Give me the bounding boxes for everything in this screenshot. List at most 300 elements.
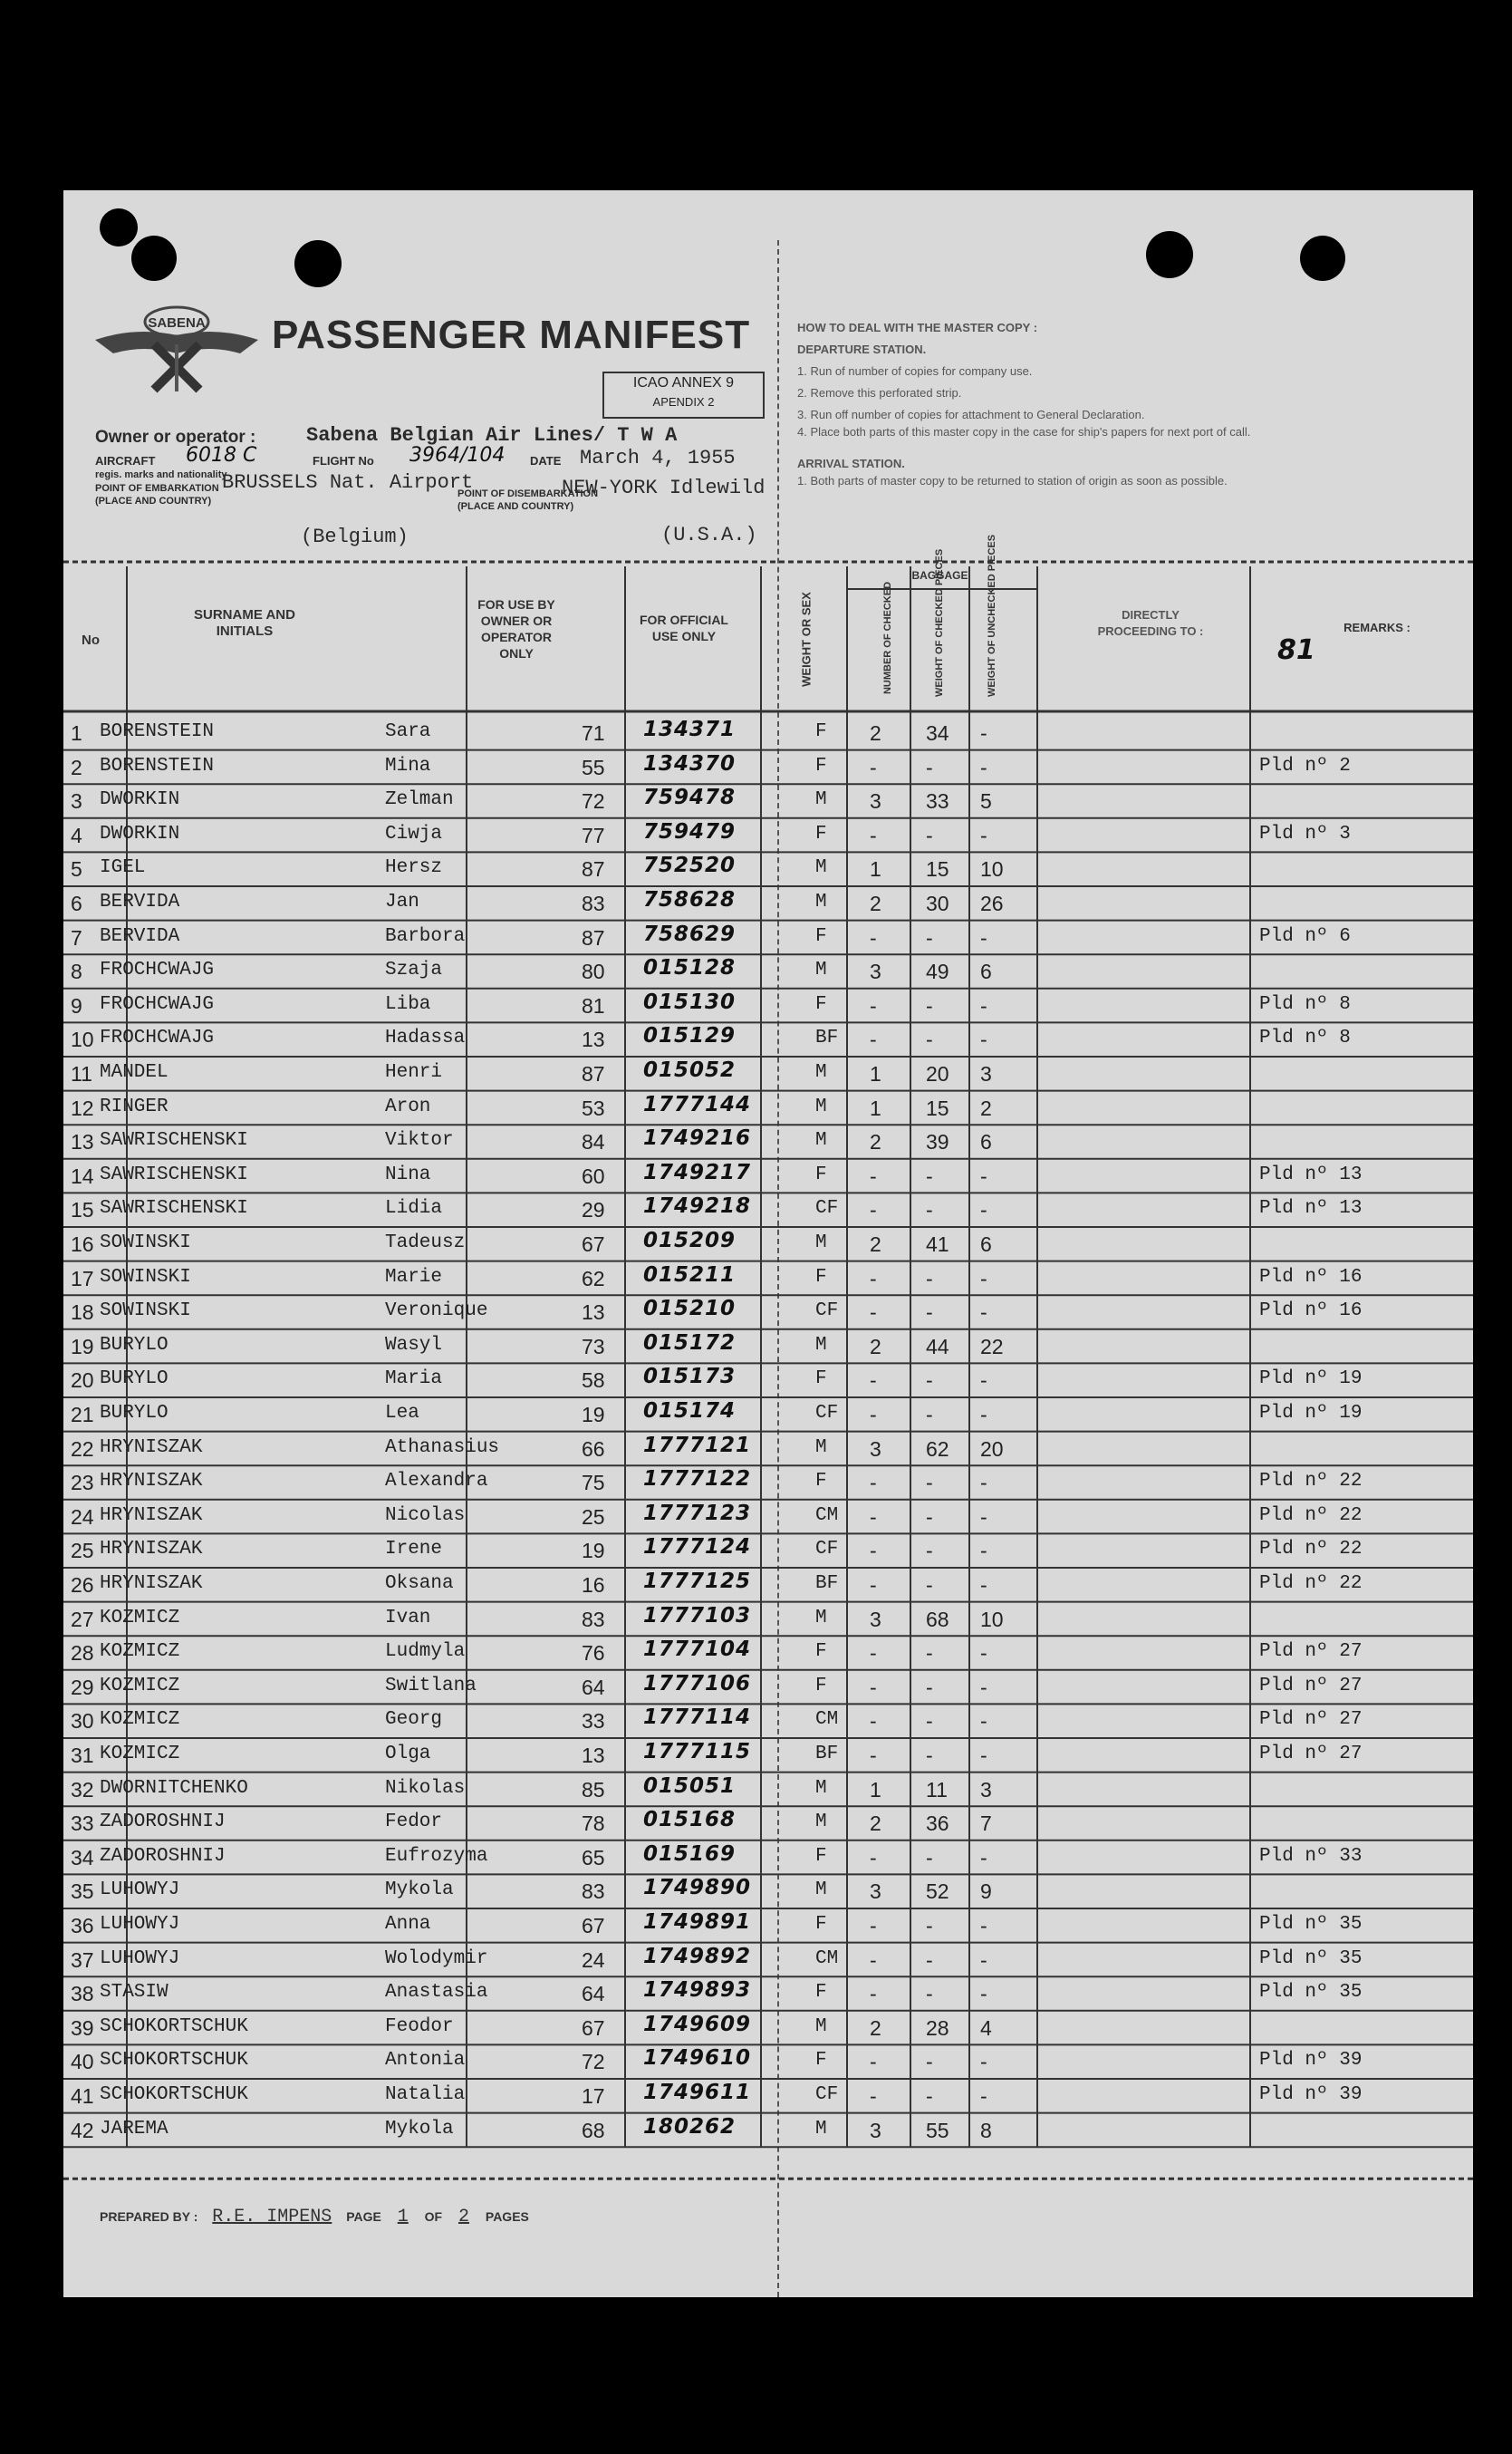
cell-sex: M: [815, 892, 827, 913]
cell-checked: 3: [870, 960, 881, 984]
cell-checked: -: [870, 1744, 877, 1767]
table-row: [63, 1091, 1473, 1126]
cell-wc: 41: [926, 1232, 949, 1256]
cell-wc: -: [926, 755, 933, 779]
cell-wc: -: [926, 1504, 933, 1529]
cell-wc: -: [926, 1914, 933, 1937]
cell-remark: Pld nº 33: [1259, 1845, 1363, 1867]
cell-given: Mykola: [385, 1879, 454, 1901]
cell-given: Antonia: [385, 2050, 466, 2072]
cell-wu: 9: [980, 1879, 992, 1904]
cell-given: Anastasia: [385, 1982, 488, 2004]
cell-official: 1777144: [643, 1092, 752, 1116]
col-proceeding: DIRECTLY PROCEEDING TO :: [1097, 608, 1204, 638]
cell-wc: -: [926, 1266, 933, 1290]
cell-wu: 4: [980, 2015, 992, 2040]
cell-wc: 15: [926, 857, 949, 882]
owner-label: Owner or operator :: [95, 428, 256, 447]
cell-given: Eufrozyma: [385, 1845, 488, 1867]
cell-surname: HRYNISZAK: [100, 1436, 203, 1458]
cell-wu: -: [980, 2084, 987, 2108]
cell-wu: 6: [980, 960, 992, 984]
logo-text: SABENA: [148, 315, 206, 331]
cell-remark: Pld nº 6: [1259, 925, 1351, 947]
cell-surname: LUHOWYJ: [100, 1879, 180, 1901]
cell-official: 759479: [643, 819, 737, 844]
cell-sex: M: [815, 1436, 827, 1458]
cell-wc: 39: [926, 1130, 949, 1155]
cell-age: 13: [582, 1300, 605, 1325]
cell-sex: F: [815, 1641, 827, 1663]
cell-wc: -: [926, 2050, 933, 2074]
cell-no: 31: [71, 1744, 94, 1767]
cell-age: 78: [582, 1812, 605, 1836]
cell-age: 83: [582, 1607, 605, 1631]
table-row: [63, 1193, 1473, 1227]
cell-wc: -: [926, 1471, 933, 1495]
table-row: [63, 1022, 1473, 1057]
cell-age: 76: [582, 1641, 605, 1666]
cell-remark: Pld nº 39: [1259, 2084, 1363, 2105]
cell-age: 24: [582, 1947, 605, 1972]
cell-given: Switlana: [385, 1675, 477, 1696]
cell-age: 87: [582, 1062, 605, 1086]
cell-remark: Pld nº 3: [1259, 823, 1351, 845]
cell-given: Ludmyla: [385, 1641, 466, 1663]
cell-official: 1749216: [643, 1126, 752, 1151]
cell-given: Mykola: [385, 2118, 454, 2140]
cell-official: 1749890: [643, 1876, 752, 1900]
cell-official: 759478: [643, 786, 737, 810]
cell-no: 13: [71, 1130, 94, 1155]
arrival-title: ARRIVAL STATION.: [797, 457, 905, 470]
table-row: [63, 1227, 1473, 1261]
cell-wu: 10: [980, 857, 1004, 882]
cell-official: 752520: [643, 854, 737, 878]
cell-remark: Pld nº 35: [1259, 1947, 1363, 1969]
cell-surname: BURYLO: [100, 1334, 169, 1356]
table-row: [63, 1533, 1473, 1568]
cell-official: 015128: [643, 956, 737, 981]
cell-wu: -: [980, 1914, 987, 1937]
cell-official: 1777114: [643, 1705, 752, 1730]
cell-wu: -: [980, 1266, 987, 1290]
embark-label: POINT OF EMBARKATION (PLACE AND COUNTRY): [95, 483, 219, 507]
cell-checked: 1: [870, 1062, 881, 1086]
cell-age: 71: [582, 721, 605, 745]
cell-given: Athanasius: [385, 1436, 500, 1458]
cell-no: 37: [71, 1947, 94, 1972]
cell-checked: 1: [870, 857, 881, 882]
cell-sex: CM: [815, 1709, 839, 1731]
table-row: [63, 1976, 1473, 2011]
cell-surname: DWORKIN: [100, 789, 180, 811]
cell-remark: Pld nº 16: [1259, 1266, 1363, 1288]
cell-sex: M: [815, 960, 827, 981]
cell-wu: -: [980, 1471, 987, 1495]
of-value: 2: [457, 2207, 469, 2227]
table-row: [63, 818, 1473, 853]
table-row: [63, 1465, 1473, 1500]
cell-checked: -: [870, 823, 877, 847]
cell-checked: 3: [870, 1436, 881, 1461]
table-row: [63, 1568, 1473, 1602]
col-surname: SURNAME AND INITIALS: [194, 607, 295, 639]
cell-wu: 8: [980, 2118, 992, 2142]
instruction-5: 1. Both parts of master copy to be returned to station of origin as soon as possible.: [797, 475, 1228, 488]
embark-line2: (Belgium): [301, 526, 409, 548]
cell-no: 32: [71, 1777, 94, 1802]
cell-age: 53: [582, 1096, 605, 1120]
cell-surname: BURYLO: [100, 1403, 169, 1424]
aircraft-label: AIRCRAFT: [95, 454, 156, 468]
cell-remark: Pld nº 27: [1259, 1641, 1363, 1663]
cell-given: Hersz: [385, 857, 443, 879]
cell-checked: 2: [870, 1130, 881, 1155]
cell-wu: -: [980, 1504, 987, 1529]
cell-surname: BURYLO: [100, 1368, 169, 1390]
cell-checked: -: [870, 1845, 877, 1869]
flight-label: FLIGHT No: [313, 454, 374, 468]
instructions: [797, 317, 1449, 502]
cell-given: Anna: [385, 1914, 431, 1935]
cell-remark: Pld nº 16: [1259, 1300, 1363, 1322]
cell-no: 27: [71, 1607, 94, 1631]
cell-surname: SOWINSKI: [100, 1232, 191, 1253]
cell-sex: M: [815, 1096, 827, 1117]
cell-sex: F: [815, 755, 827, 777]
cell-official: 015209: [643, 1229, 737, 1252]
cell-checked: -: [870, 1300, 877, 1325]
cell-wc: -: [926, 1845, 933, 1869]
instructions-title: HOW TO DEAL WITH THE MASTER COPY :: [797, 321, 1038, 334]
cell-surname: KOZMICZ: [100, 1744, 180, 1764]
cell-checked: 2: [870, 721, 881, 745]
cell-official: 180262: [643, 2114, 737, 2139]
cell-checked: 2: [870, 892, 881, 915]
cell-checked: -: [870, 1539, 877, 1563]
punch-hole: [294, 240, 342, 287]
cell-surname: KOZMICZ: [100, 1607, 180, 1628]
cell-remark: Pld nº 8: [1259, 993, 1351, 1015]
cell-age: 33: [582, 1709, 605, 1734]
cell-age: 84: [582, 1130, 605, 1155]
cell-wu: -: [980, 925, 987, 950]
cell-surname: SCHOKORTSCHUK: [100, 2015, 248, 2037]
cell-official: 1749891: [643, 1910, 752, 1934]
cell-official: 1749217: [643, 1160, 752, 1184]
cell-wc: 28: [926, 2015, 949, 2040]
cell-surname: HRYNISZAK: [100, 1504, 203, 1526]
cell-checked: -: [870, 1266, 877, 1290]
cell-remark: Pld nº 35: [1259, 1914, 1363, 1935]
cell-surname: LUHOWYJ: [100, 1947, 180, 1969]
cell-no: 35: [71, 1879, 94, 1904]
cell-surname: SOWINSKI: [100, 1266, 191, 1288]
cell-checked: -: [870, 1504, 877, 1529]
cell-given: Veronique: [385, 1300, 488, 1322]
cell-checked: -: [870, 1675, 877, 1699]
cell-no: 1: [71, 721, 82, 745]
cell-remark: Pld nº 39: [1259, 2050, 1363, 2072]
cell-wu: 3: [980, 1777, 992, 1802]
cell-given: Alexandra: [385, 1471, 488, 1493]
cell-official: 015174: [643, 1399, 737, 1423]
cell-wu: -: [980, 1845, 987, 1869]
page-label: PAGE: [346, 2209, 381, 2224]
cell-surname: BORENSTEIN: [100, 755, 215, 777]
date-value: March 4, 1955: [580, 447, 736, 469]
cell-sex: M: [815, 1130, 827, 1152]
col-weight-checked: WEIGHT OF CHECKED PIECES: [934, 548, 945, 697]
cell-official: 1777115: [643, 1740, 752, 1763]
instruction-2: 2. Remove this perforated strip.: [797, 386, 962, 400]
cell-wc: 52: [926, 1879, 949, 1904]
cell-no: 39: [71, 2015, 94, 2040]
cell-no: 38: [71, 1982, 94, 2006]
cell-checked: 3: [870, 1879, 881, 1904]
punch-hole: [100, 208, 138, 246]
cell-sex: F: [815, 1368, 827, 1390]
cell-official: 015173: [643, 1365, 737, 1389]
instruction-3: 3. Run off number of copies for attachment to General Declaration.: [797, 408, 1145, 421]
punch-hole: [1300, 236, 1345, 281]
cell-wc: -: [926, 1368, 933, 1393]
cell-official: 015169: [643, 1841, 737, 1866]
punch-hole: [131, 236, 177, 281]
cell-given: Hadassa: [385, 1028, 466, 1049]
cell-sex: M: [815, 2118, 827, 2140]
cell-remark: Pld nº 22: [1259, 1539, 1363, 1560]
cell-wc: -: [926, 1675, 933, 1699]
table-row: [63, 1840, 1473, 1875]
page-value: 1: [397, 2207, 409, 2227]
cell-remark: Pld nº 8: [1259, 1028, 1351, 1049]
instruction-4: 4. Place both parts of this master copy in the case for ship's papers for next port of call.: [797, 426, 1251, 439]
cell-wc: -: [926, 1744, 933, 1767]
cell-given: Sara: [385, 721, 431, 742]
cell-surname: FROCHCWAJG: [100, 993, 215, 1015]
cell-surname: ZADOROSHNIJ: [100, 1845, 226, 1867]
cell-no: 11: [71, 1062, 92, 1086]
cell-wc: -: [926, 1982, 933, 2006]
table-row: [63, 1874, 1473, 1908]
cell-given: Jan: [385, 892, 419, 913]
cell-no: 19: [71, 1334, 94, 1358]
cell-no: 8: [71, 960, 82, 984]
cell-given: Nikolas: [385, 1777, 466, 1799]
prepared-value: R.E. IMPENS: [212, 2207, 332, 2227]
cell-wu: 22: [980, 1334, 1004, 1358]
cell-given: Fedor: [385, 1812, 443, 1833]
cell-surname: HRYNISZAK: [100, 1539, 203, 1560]
icao-line2: APENDIX 2: [652, 395, 715, 409]
cell-surname: FROCHCWAJG: [100, 960, 215, 981]
cell-age: 64: [582, 1675, 605, 1699]
cell-wu: -: [980, 993, 987, 1018]
cell-no: 28: [71, 1641, 94, 1666]
table-row: [63, 784, 1473, 818]
cell-wu: 6: [980, 1130, 992, 1155]
cell-no: 30: [71, 1709, 94, 1734]
date-label: DATE: [530, 454, 562, 468]
cell-given: Mina: [385, 755, 431, 777]
cell-no: 29: [71, 1675, 94, 1699]
table-row: [63, 852, 1473, 886]
icao-line1: ICAO ANNEX 9: [632, 375, 735, 391]
cell-official: 1749218: [643, 1194, 752, 1219]
table-row: [63, 2113, 1473, 2148]
cell-age: 13: [582, 1744, 605, 1767]
cell-age: 64: [582, 1982, 605, 2006]
cell-checked: 3: [870, 789, 881, 814]
cell-official: 015211: [643, 1262, 737, 1287]
prepared-label: PREPARED BY :: [100, 2209, 198, 2224]
cell-wu: -: [980, 1300, 987, 1325]
cell-age: 16: [582, 1573, 605, 1597]
cell-wc: -: [926, 1300, 933, 1325]
cell-remark: Pld nº 13: [1259, 1164, 1363, 1185]
cell-no: 20: [71, 1368, 94, 1393]
cell-checked: 2: [870, 1812, 881, 1836]
table-row: [63, 1159, 1473, 1193]
cell-given: Olga: [385, 1744, 431, 1764]
cell-surname: STASIW: [100, 1982, 169, 2004]
cell-surname: SOWINSKI: [100, 1300, 191, 1322]
cell-wc: -: [926, 2084, 933, 2108]
cell-checked: 1: [870, 1777, 881, 1802]
cell-no: 26: [71, 1573, 94, 1597]
cell-remark: Pld nº 35: [1259, 1982, 1363, 2004]
table-row: [63, 1432, 1473, 1466]
cell-age: 80: [582, 960, 605, 984]
cell-sex: BF: [815, 1744, 839, 1764]
cell-wu: -: [980, 1164, 987, 1188]
cell-wc: 44: [926, 1334, 949, 1358]
cell-surname: IGEL: [100, 857, 146, 879]
table-row: [63, 1125, 1473, 1159]
cell-wu: 3: [980, 1062, 992, 1086]
col-weight-unchecked: WEIGHT OF UNCHECKED PIECES: [987, 534, 997, 697]
cell-given: Nina: [385, 1164, 431, 1185]
disembark-line2: (U.S.A.): [661, 524, 757, 546]
cell-no: 12: [71, 1096, 94, 1120]
cell-wu: -: [980, 1573, 987, 1597]
cell-wu: -: [980, 1368, 987, 1393]
cell-official: 1777123: [643, 1501, 752, 1525]
cell-surname: BERVIDA: [100, 925, 180, 947]
cell-age: 58: [582, 1368, 605, 1393]
cell-official: 1777121: [643, 1433, 752, 1457]
cell-no: 34: [71, 1845, 94, 1869]
cell-checked: 2: [870, 1334, 881, 1358]
table-row: [63, 1704, 1473, 1738]
cell-wu: -: [980, 721, 987, 745]
cell-wc: 20: [926, 1062, 949, 1086]
col-remarks: REMARKS :: [1343, 621, 1411, 634]
cell-given: Irene: [385, 1539, 443, 1560]
aircraft-value: 6018 C: [186, 444, 257, 467]
table-row: [63, 1602, 1473, 1637]
cell-no: 14: [71, 1164, 94, 1188]
cell-sex: F: [815, 721, 827, 742]
cell-official: 015172: [643, 1330, 737, 1355]
table-row: [63, 1057, 1473, 1091]
cell-age: 55: [582, 755, 605, 779]
cell-wc: 34: [926, 721, 949, 745]
cell-age: 87: [582, 925, 605, 950]
cell-checked: -: [870, 1198, 877, 1222]
cell-age: 75: [582, 1471, 605, 1495]
table-row: [63, 1806, 1473, 1840]
cell-surname: JAREMA: [100, 2118, 169, 2140]
cell-sex: CM: [815, 1947, 839, 1969]
cell-official: 1777104: [643, 1638, 752, 1662]
cell-age: 67: [582, 1914, 605, 1937]
cell-surname: SAWRISCHENSKI: [100, 1164, 248, 1185]
table-row: [63, 1943, 1473, 1977]
cell-sex: F: [815, 1266, 827, 1288]
table-row: [63, 2011, 1473, 2045]
cell-no: 21: [71, 1403, 94, 1426]
cell-wu: -: [980, 1982, 987, 2006]
cell-age: 83: [582, 1879, 605, 1904]
cell-age: 25: [582, 1504, 605, 1529]
cell-given: Lea: [385, 1403, 419, 1424]
cell-wu: -: [980, 1539, 987, 1563]
table-row: [63, 1908, 1473, 1943]
cell-wc: -: [926, 1164, 933, 1188]
icao-box: [602, 372, 765, 419]
cell-given: Ivan: [385, 1607, 431, 1628]
table-row: [63, 921, 1473, 955]
cell-wu: -: [980, 1028, 987, 1052]
owner-value: Sabena Belgian Air Lines/ T W A: [306, 424, 678, 447]
cell-checked: -: [870, 1982, 877, 2006]
cell-wc: 68: [926, 1607, 949, 1631]
flight-value: 3964/104: [409, 444, 506, 467]
cell-age: 67: [582, 1232, 605, 1256]
cell-no: 5: [71, 857, 82, 882]
table-row: [63, 716, 1473, 750]
cell-no: 42: [71, 2118, 94, 2142]
cell-sex: F: [815, 1471, 827, 1493]
cell-given: Ciwja: [385, 823, 443, 845]
cell-surname: KOZMICZ: [100, 1709, 180, 1731]
cell-wc: 15: [926, 1096, 949, 1120]
cell-given: Lidia: [385, 1198, 443, 1220]
cell-sex: CF: [815, 1300, 839, 1322]
cell-wc: -: [926, 823, 933, 847]
table-row: [63, 1363, 1473, 1397]
cell-no: 2: [71, 755, 82, 779]
cell-official: 015168: [643, 1808, 737, 1832]
cell-checked: 2: [870, 2015, 881, 2040]
cell-no: 10: [71, 1028, 94, 1052]
cell-remark: Pld nº 22: [1259, 1573, 1363, 1594]
sabena-logo: [91, 290, 263, 399]
cell-checked: 2: [870, 1232, 881, 1256]
col-no: No: [82, 633, 100, 648]
cell-surname: SCHOKORTSCHUK: [100, 2050, 248, 2072]
cell-checked: -: [870, 1641, 877, 1666]
cell-age: 72: [582, 2050, 605, 2074]
cell-age: 60: [582, 1164, 605, 1188]
cell-checked: 3: [870, 2118, 881, 2142]
of-label: OF: [424, 2209, 443, 2224]
cell-sex: M: [815, 2015, 827, 2037]
cell-wc: 11: [926, 1777, 948, 1802]
